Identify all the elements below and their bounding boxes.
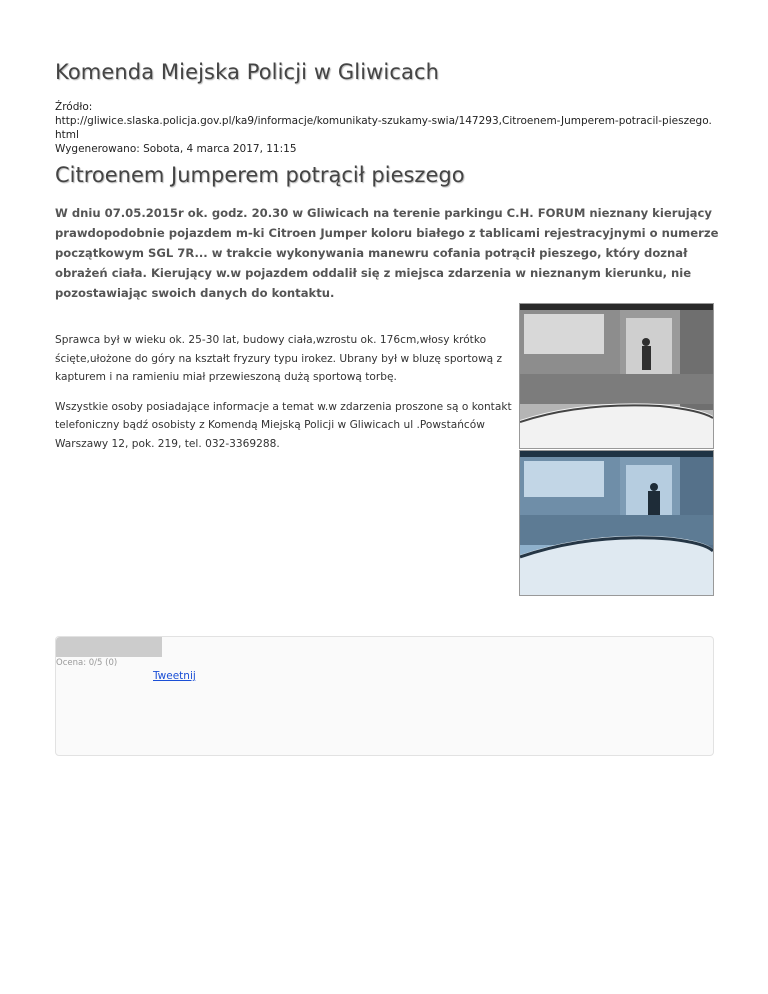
source-url-line-2: html	[55, 129, 79, 141]
contact-paragraph: Wszystkie osoby posiadające informacje a temat w.w zdarzenia proszone są o kontakt telefoniczny bądź osobisty z Komendą Miejską Policji w Gliwicach ul .Powstańców Warszawy 12, pok. 219, tel. 032-3369288.	[55, 400, 512, 450]
cctv-photo-grayscale[interactable]	[519, 303, 714, 449]
article-lead: W dniu 07.05.2015r ok. godz. 20.30 w Gliwicach na terenie parkingu C.H. FORUM nieznany kierujący prawdopodobnie pojazdem m-ki Citroen Jumper koloru białego z tablicami rejestracyjnymi o numerze początkowym SGL 7R... w trakcie wykonywania manewru cofania potrącił pieszego, który doznał obrażeń ciała. Kierujący w.w pojazdem oddalił się z miejsca zdarzenia w nieznanym kierunku, nie pozostawiając swoich danych do kontaktu.	[55, 206, 719, 300]
cctv-photo-blue[interactable]	[519, 450, 714, 596]
site-title: Komenda Miejska Policji w Gliwicach	[55, 60, 440, 84]
tweet-link[interactable]: Tweetnij	[153, 670, 196, 682]
cctv-image-blue-graphic	[520, 451, 713, 595]
rating-stars-bar[interactable]	[56, 637, 162, 657]
article-title: Citroenem Jumperem potrącił pieszego	[55, 163, 465, 187]
source-label: Źródło:	[55, 101, 93, 113]
article-body	[55, 331, 515, 464]
generated-date: Wygenerowano: Sobota, 4 marca 2017, 11:15	[55, 143, 297, 155]
source-url-line-1: http://gliwice.slaska.policja.gov.pl/ka9/informacje/komunikaty-szukamy-swia/147293,Citroenem-Jumperem-potracil-pieszego.	[55, 115, 712, 127]
cctv-image-grayscale-graphic	[520, 304, 713, 448]
rating-label: Ocena: 0/5 (0)	[56, 658, 118, 668]
rating-section	[55, 636, 714, 756]
document-meta	[55, 100, 715, 156]
suspect-description-paragraph: Sprawca był w wieku ok. 25-30 lat, budowy ciała,wzrostu ok. 176cm,włosy krótko ścięte,ułożone do góry na kształt fryzury typu irokez. Ubrany był w bluzę sportową z kapturem i na ramieniu miał przewieszoną dużą sportową torbę.	[55, 334, 503, 383]
